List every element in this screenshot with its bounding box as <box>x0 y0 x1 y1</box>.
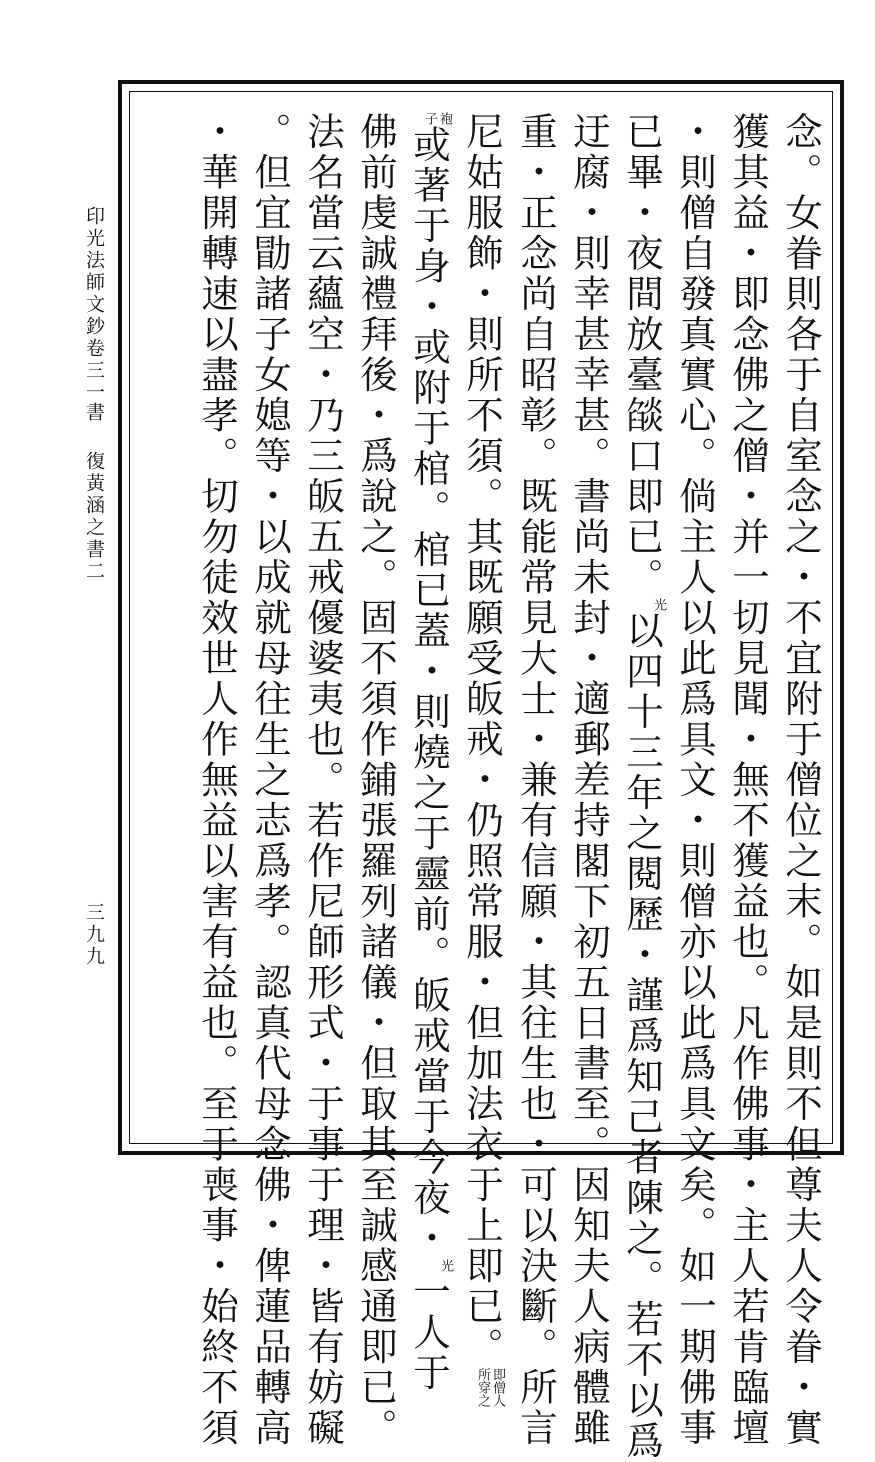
small-self-reference: 光 <box>651 598 666 611</box>
text-column-2 <box>725 112 771 1449</box>
text-column-9 <box>353 112 399 1449</box>
text-column-8 <box>406 112 453 1394</box>
text-run: 法名當云蘊空・乃三皈五戒優婆夷也。若作尼師形式・于事于理・皆有妨礙 <box>301 112 345 1449</box>
text-column-11 <box>247 112 293 1449</box>
text-run: ・則僧自發真實心。倘主人以此爲具文・則僧亦以此爲具文矣。如一期佛事 <box>673 112 717 1449</box>
text-run: 重・正念尚自昭彰。既能常見大士・兼有信願・其往生也・可以決斷。所言 <box>514 112 558 1449</box>
margin-section: 書 <box>83 402 105 424</box>
margin-book-title: 印光法師文鈔卷三一 <box>83 206 105 404</box>
interlinear-note: 袍 子 <box>422 112 452 125</box>
text-run: 佛前虔誠禮拜後・爲說之。固不須作鋪張羅列諸儀・但取其至誠感通即已。 <box>354 112 398 1449</box>
text-run: 尼姑服飾・則所不須。其既願受皈戒・仍照常服・但加法衣于上即已。 <box>460 112 504 1368</box>
small-self-reference: 光 <box>438 1259 453 1272</box>
text-run: 迂腐・則幸甚幸甚。書尚未封・適郵差持閣下初五日書至。因知夫人病體雖 <box>567 112 611 1449</box>
text-column-4 <box>619 112 666 1462</box>
text-run: 以四十三年之閱歷・謹爲知己者陳之。若不以爲 <box>620 611 664 1462</box>
text-run: 念。女眷則各于自室念之・不宜附于僧位之末。如是則不但尊夫人令眷・實 <box>779 112 823 1449</box>
text-run: 獲其益・即念佛之僧・并一切見聞・無不獲益也。凡作佛事・主人若肯臨壇 <box>726 112 770 1449</box>
margin-page-number: 三九九 <box>83 902 105 968</box>
text-column-3 <box>672 112 718 1449</box>
text-column-10 <box>300 112 346 1449</box>
text-column-6 <box>513 112 559 1449</box>
text-run: 一人于 <box>407 1272 451 1394</box>
text-column-7 <box>459 112 505 1407</box>
text-column-12 <box>194 112 240 1449</box>
text-run: 。但宜勖諸子女媳等・以成就母往生之志爲孝。認真代母念佛・俾蓮品轉高 <box>248 112 292 1449</box>
text-run: 已畢・夜間放臺燄口即已。 <box>620 112 664 598</box>
text-run: ・華開轉速以盡孝。切勿徒效世人作無益以害有益也。至于喪事・始終不須 <box>195 112 239 1449</box>
margin-letter-title: 復黃涵之書二 <box>83 451 105 583</box>
interlinear-note: 即僧人 所穿之 <box>475 1367 505 1407</box>
text-column-5 <box>566 112 612 1449</box>
text-column-1 <box>778 112 824 1449</box>
text-run: 或著于身・或附于棺。棺已蓋・則燒之于靈前。皈戒當于今夜・ <box>407 125 451 1259</box>
